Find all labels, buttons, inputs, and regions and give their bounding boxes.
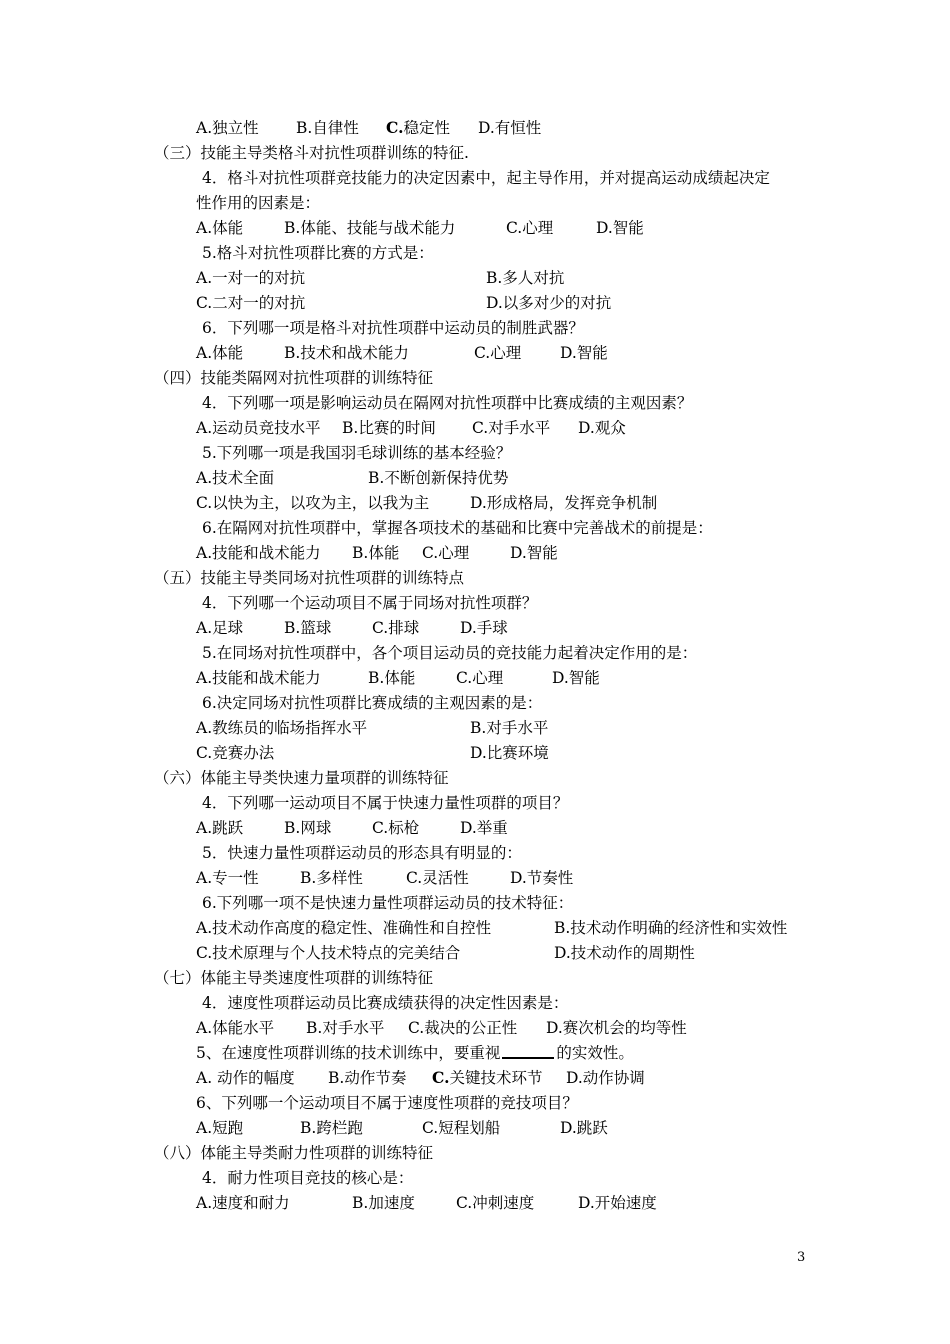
option-c: C.排球 [372, 619, 420, 637]
question-text: 4．下列哪一个运动项目不属于同场对抗性项群？ [202, 594, 538, 612]
question-options [196, 1191, 796, 1215]
option-a: A.独立性 [196, 119, 259, 137]
question-options [196, 616, 796, 640]
option-a: A.教练员的临场指挥水平 [196, 719, 368, 737]
question-options [196, 866, 796, 890]
option-a: A.跳跃 [196, 819, 244, 837]
question-options [196, 741, 796, 765]
option-d: D.智能 [596, 219, 644, 237]
option-c: C.心理 [506, 219, 554, 237]
question-options [196, 666, 796, 690]
option-b: B.体能 [352, 544, 400, 562]
option-d: D.举重 [460, 819, 508, 837]
option-a: A.速度和耐力 [196, 1194, 290, 1212]
option-b: B.体能 [368, 669, 416, 687]
question-text: 5.在同场对抗性项群中，各个项目运动员的竞技能力起着决定作用的是： [202, 644, 698, 662]
question-options [196, 941, 796, 965]
option-c: C.以快为主，以攻为主，以我为主 [196, 494, 430, 512]
option-b: B.对手水平 [470, 719, 549, 737]
option-b: B.体能、技能与战术能力 [284, 219, 456, 237]
option-c: C.短程划船 [422, 1119, 501, 1137]
option-a: A.足球 [196, 619, 244, 637]
option-c: C.对手水平 [472, 419, 551, 437]
question-text: 5．快速力量性项群运动员的形态具有明显的： [202, 844, 522, 862]
option-b: B.不断创新保持优势 [368, 469, 509, 487]
question-text: 4．格斗对抗性项群竞技能力的决定因素中，起主导作用，并对提高运动成绩起决定 [202, 169, 770, 187]
section-heading: （五）技能主导类同场对抗性项群的训练特点 [154, 569, 465, 587]
question-options [196, 216, 796, 240]
option-b: B.比赛的时间 [342, 419, 436, 437]
option-d: D.开始速度 [578, 1194, 657, 1212]
question-options [196, 541, 796, 565]
option-b: B.技术动作明确的经济性和实效性 [554, 919, 788, 937]
option-b: B.自律性 [296, 119, 359, 137]
option-a: A.运动员竞技水平 [196, 419, 321, 437]
section-heading: （八）体能主导类耐力性项群的训练特征 [154, 1144, 434, 1162]
option-c-text: 关键技术环节 [449, 1069, 543, 1087]
section-heading: （六）体能主导类快速力量项群的训练特征 [154, 769, 449, 787]
section-heading: （三）技能主导类格斗对抗性项群训练的特征. [154, 144, 469, 162]
option-a: A.技术全面 [196, 469, 275, 487]
option-d: D.节奏性 [510, 869, 574, 887]
question-text: 5.下列哪一项是我国羽毛球训练的基本经验？ [202, 444, 512, 462]
option-d: D.智能 [560, 344, 608, 362]
question-text: 4．速度性项群运动员比赛成绩获得的决定性因素是： [202, 994, 569, 1012]
option-c [386, 116, 450, 140]
fill-in-blank [502, 1043, 554, 1059]
question-text-continued: 性作用的因素是： [196, 194, 321, 212]
option-c: C.二对一的对抗 [196, 294, 306, 312]
option-c: C.灵活性 [406, 869, 469, 887]
question-options [196, 266, 796, 290]
option-a: A.体能 [196, 219, 244, 237]
option-a: A.技术动作高度的稳定性、准确性和自控性 [196, 919, 492, 937]
question-text-after-blank: 的实效性。 [556, 1044, 634, 1062]
option-d: D.智能 [510, 544, 558, 562]
section-heading: （四）技能类隔网对抗性项群的训练特征 [154, 369, 434, 387]
question-options [196, 1016, 796, 1040]
question-options [196, 1116, 796, 1140]
option-a: A.体能 [196, 344, 244, 362]
option-d: D.赛次机会的均等性 [546, 1019, 687, 1037]
option-c: C.技术原理与个人技术特点的完美结合 [196, 944, 461, 962]
option-d: D.动作协调 [566, 1069, 645, 1087]
question-text [196, 1041, 634, 1065]
question-text: 6．下列哪一项是格斗对抗性项群中运动员的制胜武器？ [202, 319, 584, 337]
option-d: D.比赛环境 [470, 744, 549, 762]
question-options [196, 491, 796, 515]
option-b: B.动作节奏 [328, 1069, 407, 1087]
option-d: D.以多对少的对抗 [486, 294, 612, 312]
option-c: C.标枪 [372, 819, 420, 837]
option-a-text: 动作的幅度 [217, 1069, 295, 1087]
section-heading: （七）体能主导类速度性项群的训练特征 [154, 969, 434, 987]
option-a: A.短跑 [196, 1119, 244, 1137]
question-text: 6、下列哪一个运动项目不属于速度性项群的竞技项目？ [196, 1094, 578, 1112]
question-text: 5.格斗对抗性项群比赛的方式是： [202, 244, 434, 262]
option-a: A.专一性 [196, 869, 259, 887]
option-b: B.对手水平 [306, 1019, 385, 1037]
question-options [196, 916, 808, 940]
option-a: A.技能和战术能力 [196, 544, 321, 562]
option-d: D.跳跃 [560, 1119, 608, 1137]
question-options [196, 291, 796, 315]
question-options [196, 716, 796, 740]
question-options [196, 416, 796, 440]
option-d: D.智能 [552, 669, 600, 687]
question-text: 4．下列哪一运动项目不属于快速力量性项群的项目？ [202, 794, 569, 812]
question-options [196, 466, 796, 490]
option-c [432, 1066, 542, 1090]
option-b: B.加速度 [352, 1194, 415, 1212]
question-options [196, 1066, 796, 1090]
option-c: C.竞赛办法 [196, 744, 275, 762]
option-a: A.体能水平 [196, 1019, 275, 1037]
option-d: D.手球 [460, 619, 508, 637]
option-b: B.多样性 [300, 869, 363, 887]
option-c: C.心理 [456, 669, 504, 687]
option-c: C.心理 [422, 544, 470, 562]
option-a [196, 1066, 295, 1090]
option-c: C.裁决的公正性 [408, 1019, 518, 1037]
question-text: 4．下列哪一项是影响运动员在隔网对抗性项群中比赛成绩的主观因素？ [202, 394, 693, 412]
option-b: B.篮球 [284, 619, 332, 637]
option-a: A.一对一的对抗 [196, 269, 306, 287]
option-b: B.跨栏跑 [300, 1119, 363, 1137]
option-d: D.有恒性 [478, 119, 542, 137]
option-b: B.多人对抗 [486, 269, 565, 287]
option-d: D.观众 [578, 419, 626, 437]
option-a: A.技能和战术能力 [196, 669, 321, 687]
option-b: B.网球 [284, 819, 332, 837]
option-c-letter: C. [432, 1068, 450, 1087]
question-options [196, 116, 796, 140]
option-d: D.形成格局，发挥竞争机制 [470, 494, 658, 512]
page-number: 3 [797, 1250, 806, 1265]
question-text: 4．耐力性项目竞技的核心是： [202, 1169, 414, 1187]
question-text-before-blank: 5、在速度性项群训练的技术训练中，要重视 [196, 1044, 501, 1062]
option-d: D.技术动作的周期性 [554, 944, 695, 962]
option-c: C.冲刺速度 [456, 1194, 535, 1212]
option-a-letter: A. [196, 1069, 213, 1087]
option-c-text: 稳定性 [403, 119, 450, 137]
option-c: C.心理 [474, 344, 522, 362]
option-b: B.技术和战术能力 [284, 344, 409, 362]
question-text: 6.下列哪一项不是快速力量性项群运动员的技术特征： [202, 894, 574, 912]
option-c-letter: C. [386, 118, 404, 137]
question-text: 6.在隔网对抗性项群中，掌握各项技术的基础和比赛中完善战术的前提是： [202, 519, 713, 537]
question-options [196, 341, 796, 365]
question-options [196, 816, 796, 840]
question-text: 6.决定同场对抗性项群比赛成绩的主观因素的是： [202, 694, 543, 712]
